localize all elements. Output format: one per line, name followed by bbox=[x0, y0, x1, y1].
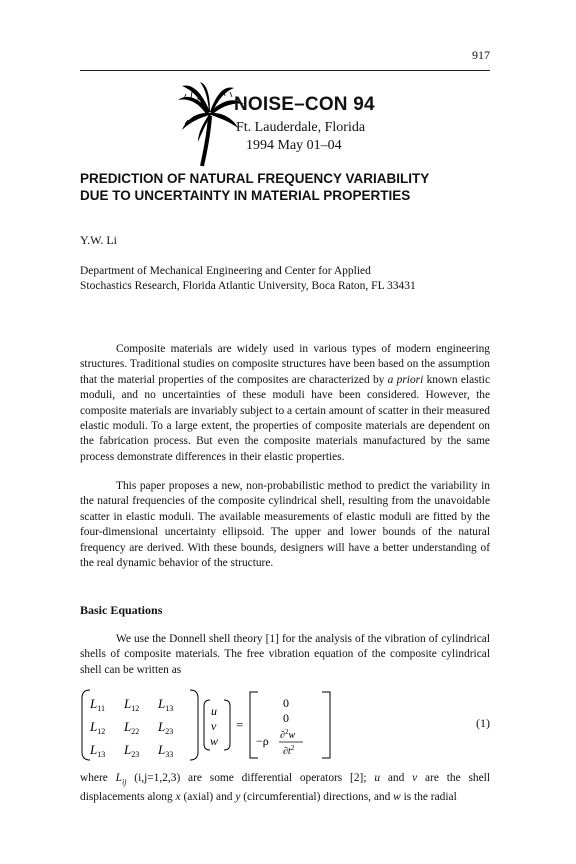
header-rule bbox=[80, 70, 490, 71]
equation-number: (1) bbox=[476, 716, 490, 730]
math-symbol: v bbox=[412, 772, 418, 784]
svg-text:w: w bbox=[210, 734, 219, 748]
svg-text:0: 0 bbox=[283, 711, 289, 725]
svg-text:L33: $L_{33}$ bbox=[158, 742, 174, 759]
svg-text:−ρ: −ρ bbox=[256, 734, 269, 748]
page-number: 917 bbox=[472, 48, 490, 62]
where-paragraph bbox=[80, 771, 490, 805]
section-heading: Basic Equations bbox=[80, 603, 163, 617]
math-symbol: u bbox=[374, 772, 381, 784]
svg-text:0: 0 bbox=[283, 696, 289, 710]
svg-text:L11: $L_{11}$ bbox=[90, 696, 105, 713]
svg-text:=: = bbox=[236, 717, 244, 732]
matrix-equation bbox=[80, 688, 380, 762]
svg-text:L22: $L_{22}$ bbox=[124, 719, 140, 736]
svg-text:L12: $L_{12}$ bbox=[90, 719, 106, 736]
affiliation-line: Department of Mechanical Engineering and Center for Applied bbox=[80, 265, 371, 277]
math-symbol: $L_{ij}$ bbox=[115, 772, 127, 787]
math-symbol: y bbox=[235, 790, 241, 803]
paper-title-line: PREDICTION OF NATURAL FREQUENCY VARIABILITY bbox=[80, 171, 430, 186]
math-symbol: w bbox=[393, 790, 401, 803]
text-span: known elastic moduli, and no uncertainties of these moduli have been considered. However, the composite materials are invariably subject to a certain amount of scatter in their measured elastic moduli. To a large extent, the properties of composite materials are dependent on the fabrication process. But even the composite materials manufactured by the same process demonstrate differences in their elastic properties. bbox=[80, 373, 491, 463]
paper-title-line: DUE TO UNCERTAINTY IN MATERIAL PROPERTIES bbox=[80, 188, 411, 203]
text-span: are the shell displacements along bbox=[80, 772, 490, 803]
text-span: and bbox=[380, 772, 413, 784]
abstract-paragraph-1 bbox=[80, 342, 490, 465]
text-span: (i,j=1,2,3) are some differential operators [2]; bbox=[126, 772, 375, 784]
conference-logo bbox=[176, 82, 406, 168]
text-span: where bbox=[80, 772, 116, 784]
conference-location: Ft. Lauderdale, Florida bbox=[236, 120, 366, 135]
conference-name: NOISE–CON 94 bbox=[234, 94, 375, 115]
math-symbol: x bbox=[175, 790, 181, 803]
text-span: (axial) and bbox=[180, 790, 236, 803]
svg-text:L13: $L_{13}$ bbox=[90, 742, 106, 759]
svg-text:L12: $L_{12}$ bbox=[124, 696, 140, 713]
section-paragraph bbox=[80, 632, 490, 678]
conference-date: 1994 May 01–04 bbox=[246, 138, 342, 153]
svg-text:∂2w: ∂$^2$w bbox=[280, 728, 296, 741]
equation-1 bbox=[80, 688, 490, 762]
text-span: Composite materials are widely used in various types of modern engineering structures. Traditional studies on composite structures have been based on the assumption that the material properties of the composites are characterized by bbox=[80, 343, 490, 386]
svg-text:∂t2: $\partial t^2$ bbox=[283, 744, 295, 757]
italic-term: a priori bbox=[387, 373, 424, 386]
author-name: Y.W. Li bbox=[80, 233, 118, 247]
text-span: is the radial bbox=[400, 790, 457, 803]
abstract-paragraph-2 bbox=[80, 479, 490, 571]
paragraph-text: We use the Donnell shell theory [1] for the analysis of the vibration of cylindrical shells of composite materials. The free vibration equation of the composite cylindrical shell can be written as bbox=[80, 633, 490, 676]
svg-text:L23: $L_{23}$ bbox=[158, 719, 174, 736]
svg-text:L13: $L_{13}$ bbox=[158, 696, 174, 713]
paper-title bbox=[80, 170, 500, 204]
text-span: (circumferential) directions, and bbox=[240, 790, 394, 803]
svg-text:L23: $L_{23}$ bbox=[124, 742, 140, 759]
affiliation-line: Stochastics Research, Florida Atlantic University, Boca Raton, FL 33431 bbox=[80, 280, 416, 292]
svg-text:u: u bbox=[211, 704, 217, 718]
svg-text:v: v bbox=[211, 719, 217, 733]
author-affiliation bbox=[80, 264, 416, 294]
paragraph-text: This paper proposes a new, non-probabilistic method to predict the variability in the natural frequencies of the composite cylindrical shell, resulting from the unavoidable scatter in elastic moduli. The available measurements of elastic moduli are fitted by the four-dimensional uncertainty ellipsoid. The upper and lower bounds of the natural frequency are derived. With these bounds, designers will have a better understanding of the real dynamic behavior of the structure. bbox=[80, 480, 490, 570]
